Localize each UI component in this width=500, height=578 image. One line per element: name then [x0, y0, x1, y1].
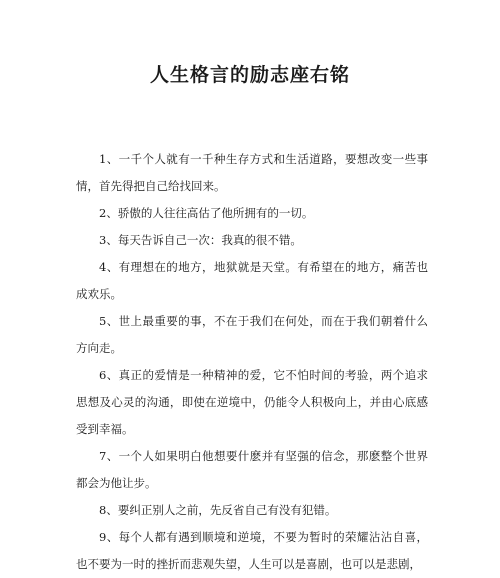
- paragraph-5: 5、世上最重要的事，不在于我们在何处，而在于我们朝着什么方向走。: [76, 314, 428, 355]
- paragraph-7: 7、一个人如果明白他想要什麽并有坚强的信念，那麽整个世界都会为他让步。: [76, 449, 428, 490]
- paragraph-9: 9、每个人都有遇到顺境和逆境，不要为暂时的荣耀沾沾自喜，也不要为一时的挫折而悲观失望，人生可以是喜剧，也可以是悲剧，: [76, 530, 428, 571]
- document-title: 人生格言的励志座右铭: [149, 64, 350, 86]
- paragraph-4: 4、有理想在的地方，地狱就是天堂。有希望在的地方，痛苦也成欢乐。: [76, 260, 428, 301]
- paragraph-1: 1、一千个人就有一千种生存方式和生活道路，要想改变一些事情，首先得把自己给找回来。: [76, 152, 428, 193]
- document-body: [76, 146, 428, 578]
- paragraph-6: 6、真正的爱情是一种精神的爱，它不怕时间的考验，两个追求思想及心灵的沟通，即使在逆境中，仍能令人积极向上，并由心底感受到幸福。: [76, 368, 428, 436]
- paragraph-8: 8、要纠正别人之前，先反省自己有没有犯错。: [99, 503, 337, 517]
- paragraph-3: 3、每天告诉自己一次：我真的很不错。: [99, 233, 302, 247]
- paragraph-2: 2、骄傲的人往往高估了他所拥有的一切。: [99, 206, 314, 220]
